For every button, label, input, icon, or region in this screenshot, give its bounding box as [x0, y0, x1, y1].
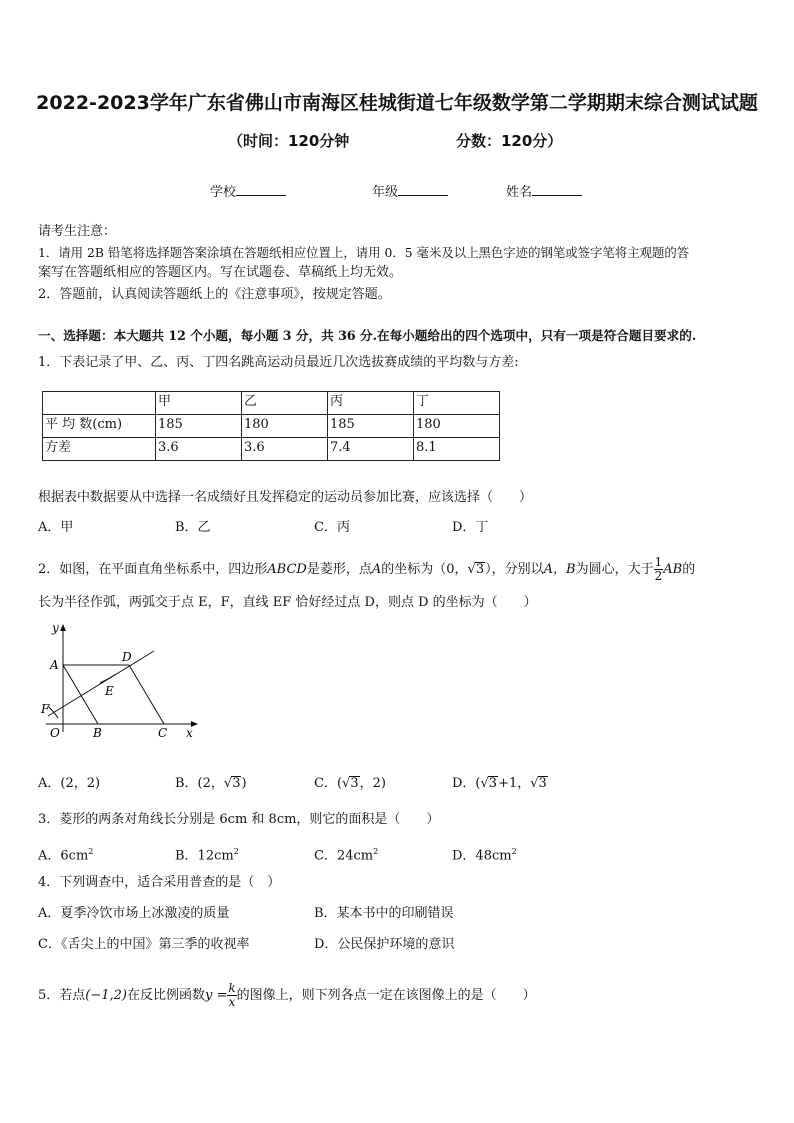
- option-text: B．12cm: [175, 848, 234, 864]
- superscript: 2: [88, 847, 94, 856]
- label-o: O: [50, 726, 60, 740]
- table-row: [43, 438, 500, 461]
- table-cell: 3.6: [156, 438, 242, 461]
- table-cell: 180: [242, 415, 328, 438]
- table-cell: 185: [156, 415, 242, 438]
- page-title: 2022-2023学年广东省佛山市南海区桂城街道七年级数学第二学期期末综合测试试题: [36, 92, 758, 114]
- q2-text: 为圆心，大于: [575, 562, 654, 577]
- superscript: 2: [511, 847, 517, 856]
- q4-option-c[interactable]: C．《舌尖上的中国》第三季的收视率: [38, 937, 250, 952]
- q2-option-a[interactable]: A．(2，2): [38, 776, 101, 791]
- q3-option-d[interactable]: [452, 842, 517, 866]
- table-cell: 180: [414, 415, 500, 438]
- label-c: C: [158, 726, 168, 740]
- table-cell: 3.6: [242, 438, 328, 461]
- table-cell: 丁: [414, 392, 500, 415]
- notice-line2: 2．答题前，认真阅读答题纸上的《注意事项》，按规定答题。: [38, 287, 391, 302]
- q2-text: 是菱形，点: [306, 562, 372, 577]
- q5-point: (−1,2): [85, 988, 127, 1003]
- table-cell: 乙: [242, 392, 328, 415]
- q2-text: 的: [682, 562, 696, 577]
- fraction-numerator: k: [228, 981, 236, 995]
- table-cell: 平 均 数(cm): [43, 415, 156, 438]
- option-text: ，2): [359, 776, 386, 791]
- q1-table: [42, 391, 500, 461]
- q3-option-a[interactable]: [38, 842, 93, 866]
- q2-text: 的坐标为（0，: [381, 562, 468, 577]
- k-over-x: [227, 982, 236, 1009]
- table-cell: 丙: [328, 392, 414, 415]
- sqrt-three: 3: [232, 776, 241, 791]
- fraction-denominator: x: [228, 995, 236, 1009]
- q3-stem: 3．菱形的两条对角线长分别是 6cm 和 8cm，则它的面积是（ ）: [38, 812, 440, 827]
- superscript: 2: [373, 847, 379, 856]
- q1-option-d[interactable]: D．丁: [452, 520, 489, 535]
- q1-option-a[interactable]: A．甲: [38, 520, 74, 535]
- q2-stem: 2．如图，在平面直角坐标系中，四边形ABCD是菱形，点A的坐标为（0，√3），分别以A，B为圆心，大于 $\frac{1}{2}$ AB的: [38, 555, 696, 583]
- school-field[interactable]: [210, 181, 286, 200]
- fraction-denominator: 2: [654, 569, 663, 583]
- sqrt-three: 3: [538, 776, 547, 791]
- arc-mark-f: [48, 706, 58, 718]
- q2-figure: [36, 620, 206, 745]
- q2-option-b[interactable]: B．(2，√3): [175, 776, 247, 791]
- label-x: x: [186, 726, 193, 740]
- table-cell: [43, 392, 156, 415]
- q5-text: 在反比例函数: [127, 988, 206, 1003]
- sqrt-three: 3: [488, 776, 498, 791]
- q1-question: 根据表中数据要从中选择一名成绩好且发挥稳定的运动员参加比赛，应该选择（ ）: [38, 490, 533, 505]
- option-text: C．(: [314, 776, 343, 791]
- q2-ab: AB: [663, 562, 683, 577]
- option-text: +1，: [498, 776, 531, 791]
- side-ab: [63, 665, 98, 724]
- option-text: D．(: [452, 776, 481, 791]
- table-cell: 方差: [43, 438, 156, 461]
- q4-stem: 4．下列调查中，适合采用普查的是（ ）: [38, 875, 281, 890]
- q4-option-b[interactable]: B．某本书中的印刷错误: [314, 906, 454, 921]
- exam-time: （时间：120分钟: [228, 132, 350, 150]
- q2-abcd: ABCD: [267, 562, 307, 577]
- q1-option-c[interactable]: C．丙: [314, 520, 350, 535]
- notice-line1b: 案写在答题纸相应的答题区内。写在试题卷、草稿纸上均无效。: [38, 265, 403, 280]
- line-ef: [48, 651, 154, 716]
- q4-option-d[interactable]: D．公民保护环境的意识: [314, 937, 455, 952]
- q2-option-c[interactable]: C．(√3，2): [314, 776, 386, 791]
- q2-line2: 长为半径作弧，两弧交于点 E，F，直线 EF 恰好经过点 D，则点 D 的坐标为（ ）: [38, 595, 537, 610]
- notice-heading: 请考生注意：: [38, 224, 117, 239]
- side-dc: [129, 665, 164, 724]
- table-cell: 8.1: [414, 438, 500, 461]
- q3-option-b[interactable]: [175, 842, 239, 866]
- notice-line1a: 1．请用 2B 铅笔将选择题答案涂填在答题纸相应位置上，请用 0．5 毫米及以上黑色字迹的钢笔或签字笔将主观题的答: [38, 245, 690, 260]
- grade-label: 年级: [372, 185, 399, 200]
- superscript: 2: [233, 847, 239, 856]
- option-text: ): [241, 776, 247, 791]
- q5-text: 5．若点: [38, 988, 86, 1003]
- table-cell: 185: [328, 415, 414, 438]
- q2-a: A: [371, 562, 382, 577]
- name-blank[interactable]: [532, 183, 582, 196]
- q1-option-b[interactable]: B．乙: [175, 520, 211, 535]
- table-row: [43, 415, 500, 438]
- grade-blank[interactable]: [398, 183, 448, 196]
- q2-option-d[interactable]: D．(√3+1，√3: [452, 776, 547, 791]
- half-fraction: [654, 556, 664, 583]
- school-blank[interactable]: [236, 183, 286, 196]
- option-text: B．(2，: [175, 776, 224, 791]
- q5-stem: [38, 982, 536, 1009]
- label-e: E: [105, 684, 114, 698]
- table-cell: 7.4: [328, 438, 414, 461]
- q2-text: 2．如图，在平面直角坐标系中，四边形: [38, 562, 268, 577]
- option-text: C．24cm: [314, 848, 374, 864]
- exam-score: 分数：120分）: [456, 132, 563, 150]
- q2-text: ），分别以: [485, 562, 544, 577]
- sqrt-three: 3: [350, 776, 359, 791]
- section1-heading: 一、选择题：本大题共 12 个小题，每小题 3 分，共 36 分.在每小题给出的四个选项中，只有一项是符合题目要求的.: [38, 328, 697, 343]
- label-d: D: [122, 650, 132, 664]
- name-label: 姓名: [506, 185, 533, 200]
- label-a: A: [50, 658, 59, 672]
- q5-text: 的图像上，则下列各点一定在该图像上的是（ ）: [236, 988, 536, 1003]
- fraction-numerator: 1: [654, 555, 663, 569]
- school-label: 学校: [210, 185, 237, 200]
- arc-mark-e: [100, 674, 116, 683]
- table-cell: 甲: [156, 392, 242, 415]
- table-header-row: [43, 392, 500, 415]
- label-f: F: [41, 702, 50, 716]
- q3-option-c[interactable]: [314, 842, 378, 866]
- grade-field[interactable]: [372, 181, 448, 200]
- name-field[interactable]: [506, 181, 582, 200]
- q5-y-equals: y =: [205, 988, 228, 1003]
- q4-option-a[interactable]: A．夏季冷饮市场上冰激凌的质量: [38, 906, 230, 921]
- label-y: y: [52, 621, 59, 635]
- option-text: A．6cm: [38, 848, 89, 864]
- q2-ab-points: A，B: [543, 562, 576, 577]
- y-axis-arrow: [60, 624, 66, 631]
- label-b: B: [93, 726, 102, 740]
- q1-stem: 1．下表记录了甲、乙、丙、丁四名跳高运动员最近几次选拔赛成绩的平均数与方差:: [38, 355, 519, 370]
- sqrt-three: 3: [475, 562, 485, 577]
- option-text: D．48cm: [452, 848, 512, 864]
